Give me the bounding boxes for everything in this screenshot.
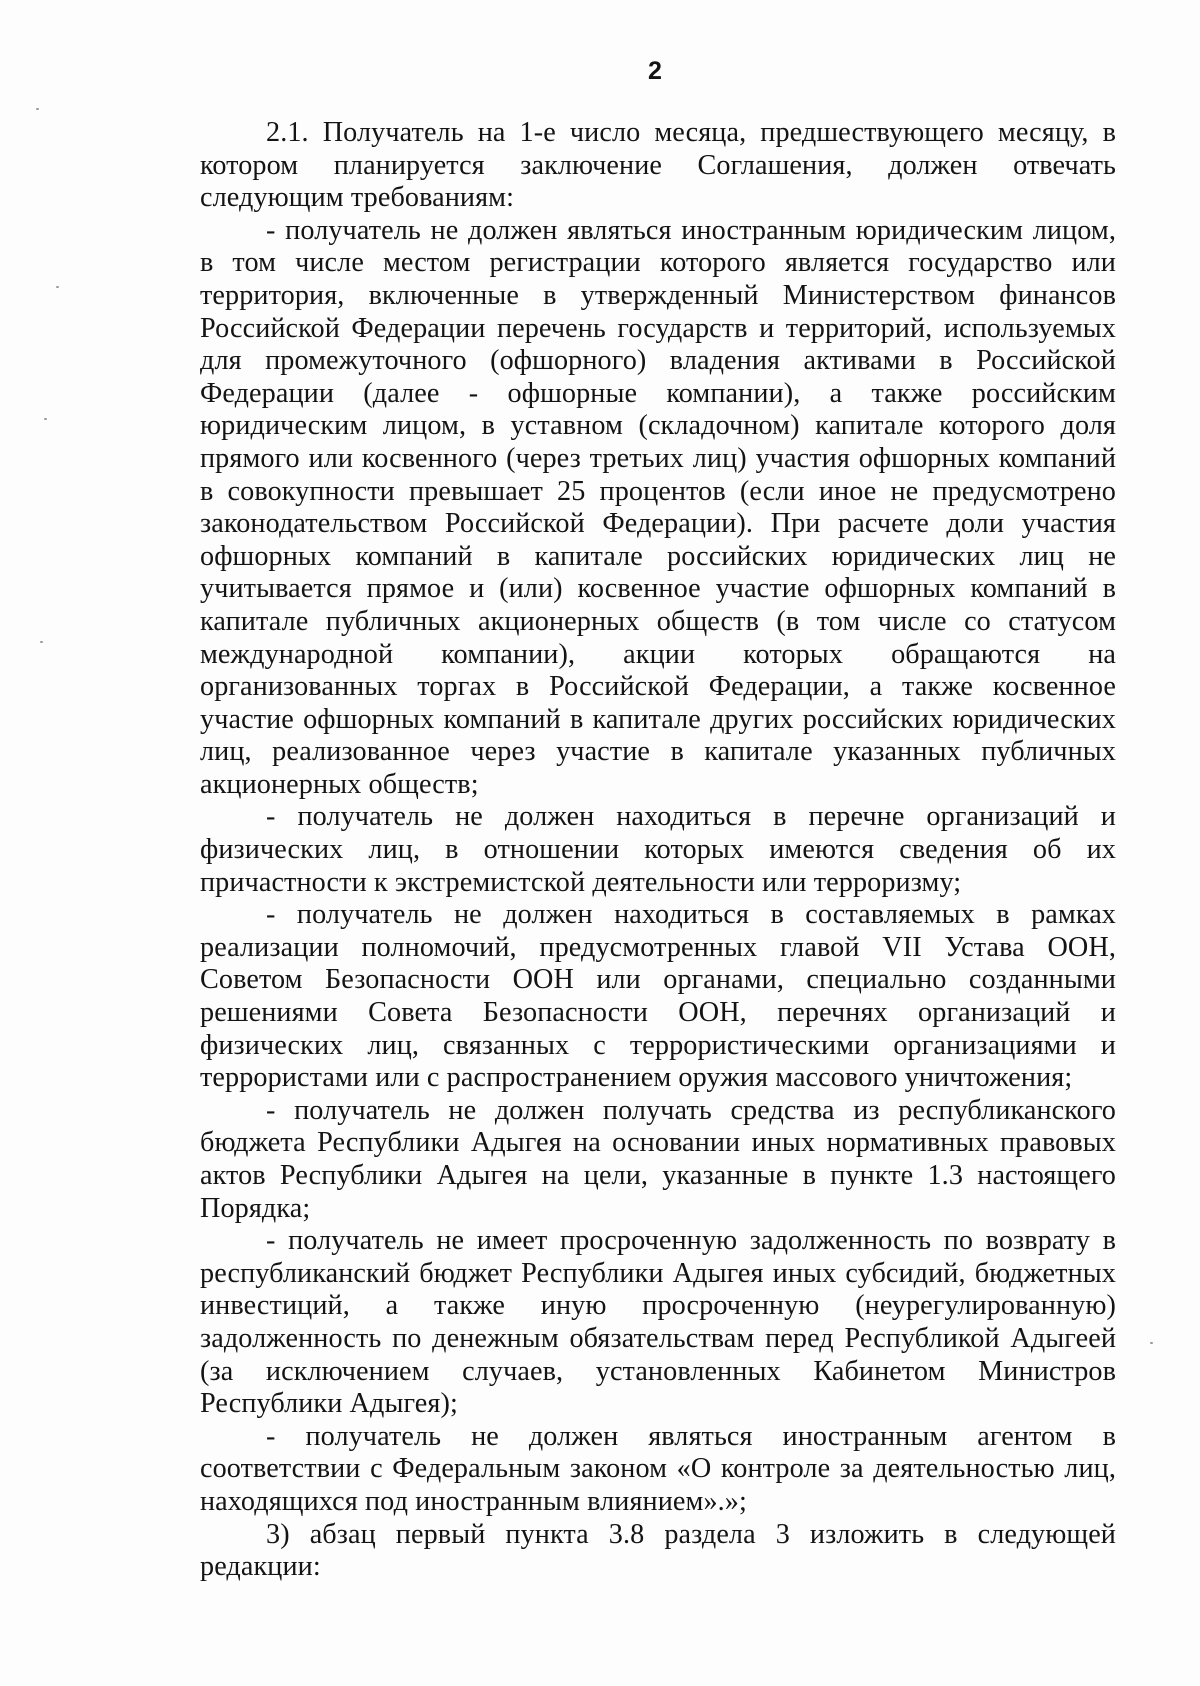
paragraph-offshore-requirement: - получатель не должен являться иностранным юридическим лицом, в том числе местом регистрации которого является государство или территория, включенные в утвержденный Министерством финансов Российской Федерации перечень государств и территорий, используемых для промежуточного (офшорного) владения активами в Российской Федерации (далее - офшорные компании), а также российским юридическим лицом, в уставном (складочном) капитале которого доля прямого или косвенного (через третьих лиц) участия офшорных компаний в совокупности превышает 25 процентов (если иное не предусмотрено законодательством Российской Федерации). При расчете доли участия офшорных компаний в капитале российских юридических лиц не учитывается прямое и (или) косвенное участие офшорных компаний в капитале публичных акционерных обществ (в том числе со статусом международной компании), акции которых обращаются на организованных торгах в Российской Федерации, а также косвенное участие офшорных компаний в капитале других российских юридических лиц, реализованное через участие в капитале указанных публичных акционерных обществ; [200, 214, 1116, 800]
scan-speck [1150, 1342, 1153, 1344]
page-number: 2 [648, 57, 662, 85]
paragraph-foreign-agent-requirement: - получатель не должен являться иностранным агентом в соответствии с Федеральным законом «О контроле за деятельностью лиц, находящихся под иностранным влиянием».»; [200, 1420, 1116, 1517]
paragraph-debt-requirement: - получатель не имеет просроченную задолженность по возврату в республиканский бюджет Республики Адыгея иных субсидий, бюджетных инвестиций, а также иную просроченную (неурегулированную) задолженность по денежным обязательствам перед Республикой Адыгеей (за исключением случаев, установленных Кабинетом Министров Республики Адыгея); [200, 1225, 1116, 1420]
paragraph-budget-funds-requirement: - получатель не должен получать средства из республиканского бюджета Республики Адыгея на основании иных нормативных правовых актов Республики Адыгея на цели, указанные в пункте 1.3 настоящего Порядка; [200, 1094, 1116, 1224]
paragraph-amendment-3: 3) абзац первый пункта 3.8 раздела 3 изложить в следующей редакции: [200, 1518, 1116, 1583]
scan-speck [44, 418, 47, 420]
paragraph-extremism-requirement: - получатель не должен находиться в перечне организаций и физических лиц, в отношении которых имеются сведения об их причастности к экстремистской деятельности или терроризму; [200, 801, 1116, 898]
paragraph-requirements-intro: 2.1. Получатель на 1-е число месяца, предшествующего месяцу, в котором планируется заключение Соглашения, должен отвечать следующим требованиям: [200, 117, 1116, 214]
scan-speck [36, 108, 39, 110]
document-body [200, 117, 1116, 1584]
paragraph-un-sanctions-requirement: - получатель не должен находиться в составляемых в рамках реализации полномочий, предусмотренных главой VII Устава ООН, Советом Безопасности ООН или органами, специально созданными решениями Совета Безопасности ООН, перечнях организаций и физических лиц, связанных с террористическими организациями и террористами или с распространением оружия массового уничтожения; [200, 899, 1116, 1094]
scan-speck [56, 286, 59, 288]
scan-speck [40, 641, 43, 643]
